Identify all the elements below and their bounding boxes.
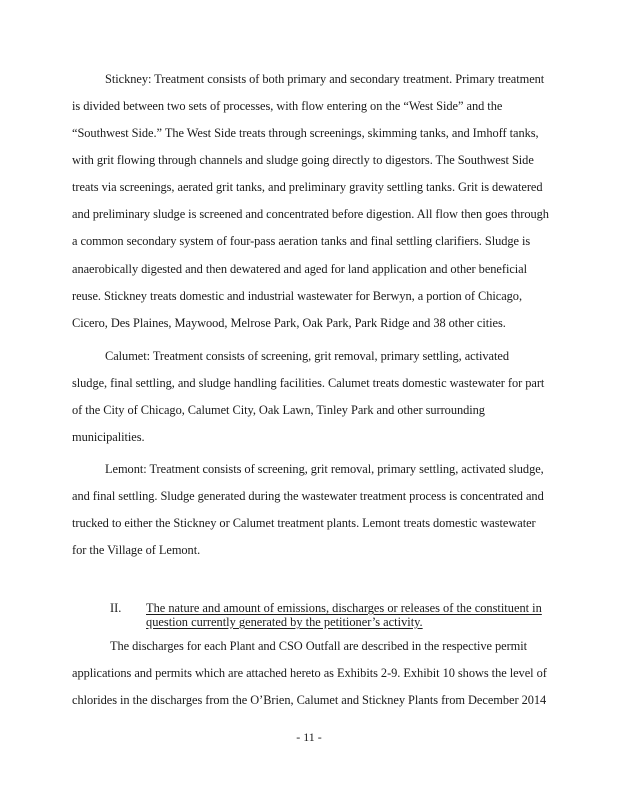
discharges-line-2: applications and permits which are attached hereto as Exhibits 2-9. Exhibit 10 shows the level of (72, 666, 547, 680)
section-heading-line-1: The nature and amount of emissions, discharges or releases of the constituent in (146, 601, 542, 615)
calumet-line-2: sludge, final settling, and sludge handling facilities. Calumet treats domestic wastewater for part (72, 376, 545, 390)
calumet-line-1: Calumet: Treatment consists of screening, grit removal, primary settling, activated (105, 349, 509, 363)
stickney-line-1: Stickney: Treatment consists of both primary and secondary treatment. Primary treatment (105, 72, 545, 86)
section-heading-line-2: question currently generated by the petitioner’s activity. (146, 615, 423, 629)
page-number: - 11 - (296, 730, 322, 744)
calumet-line-3: of the City of Chicago, Calumet City, Oak Lawn, Tinley Park and other surrounding (72, 403, 485, 417)
stickney-line-9: reuse. Stickney treats domestic and industrial wastewater for Berwyn, a portion of Chicago, (72, 289, 522, 303)
stickney-line-10: Cicero, Des Plaines, Maywood, Melrose Park, Oak Park, Park Ridge and 38 other cities. (72, 316, 506, 330)
stickney-line-3: “Southwest Side.” The West Side treats through screenings, skimming tanks, and Imhoff tanks, (72, 126, 539, 140)
calumet-line-4: municipalities. (72, 430, 145, 444)
lemont-line-4: for the Village of Lemont. (72, 543, 201, 557)
lemont-line-1: Lemont: Treatment consists of screening, grit removal, primary settling, activated sludge, (105, 462, 544, 476)
stickney-line-7: a common secondary system of four-pass aeration tanks and final settling clarifiers. Sludge is (72, 234, 531, 248)
lemont-line-3: trucked to either the Stickney or Calumet treatment plants. Lemont treats domestic wastewater (72, 516, 536, 530)
stickney-line-6: and preliminary sludge is screened and concentrated before digestion. All flow then goes through (72, 207, 549, 221)
section-number: II. (110, 601, 122, 615)
stickney-line-2: is divided between two sets of processes, with flow entering on the “West Side” and the (72, 99, 503, 113)
discharges-line-1: The discharges for each Plant and CSO Outfall are described in the respective permit (110, 639, 528, 653)
stickney-line-4: with grit flowing through channels and sludge going directly to digestors. The Southwest Side (72, 153, 534, 167)
discharges-line-3: chlorides in the discharges from the O’Brien, Calumet and Stickney Plants from December 2014 (72, 693, 547, 707)
stickney-line-5: treats via screenings, aerated grit tanks, and preliminary gravity settling tanks. Grit is dewatered (72, 180, 543, 194)
stickney-line-8: anaerobically digested and then dewatered and aged for land application and other beneficial (72, 262, 528, 276)
lemont-line-2: and final settling. Sludge generated during the wastewater treatment process is concentrated and (72, 489, 544, 503)
